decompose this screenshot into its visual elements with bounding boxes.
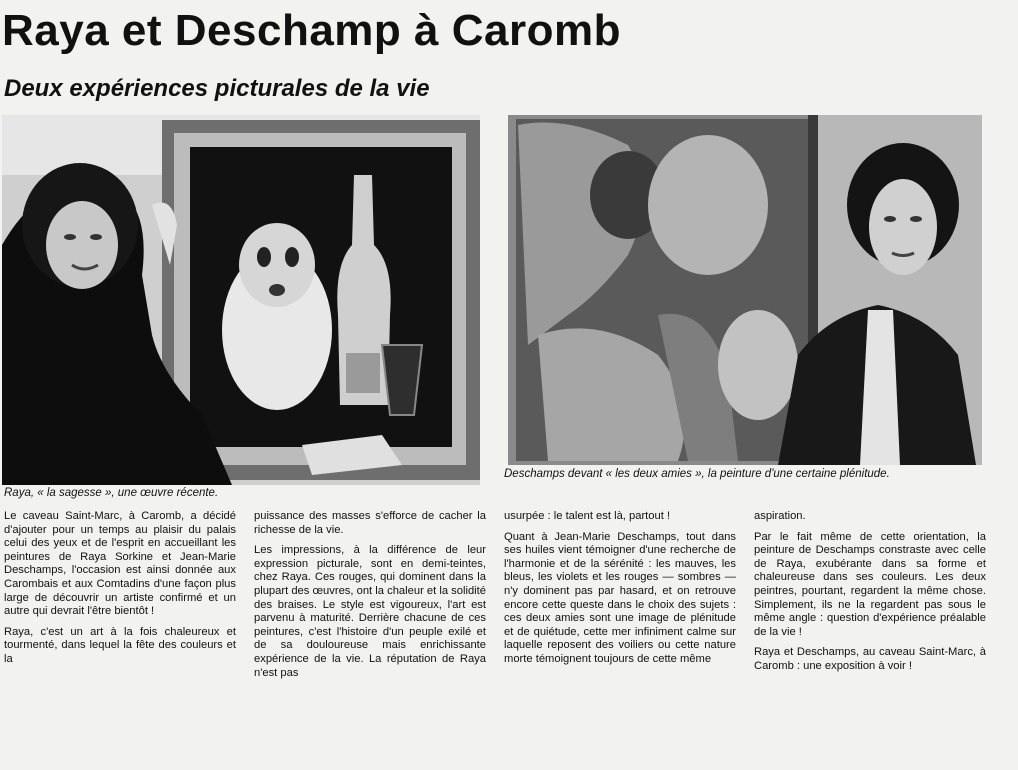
- caption-right: Deschamps devant « les deux amies », la peinture d'une certaine plénitude.: [504, 468, 890, 480]
- caption-left: Raya, « la sagesse », une œuvre récente.: [4, 487, 219, 499]
- article-column-4: [754, 510, 986, 681]
- article-body: [4, 510, 994, 760]
- article-column-2: [254, 510, 486, 687]
- photo-raya-with-painting: [2, 115, 480, 485]
- article-paragraph: Quant à Jean-Marie Deschamps, tout dans ses huiles vient témoigner d'une recherche de l'harmonie et de la sérénité : les mauves, les bleus, les violets et les rouges — sombres — n'y dominent pas par hasard, et on retrouve encore cette queste dans le choix des sujets : ces deux amies sont une image de plénitude et de quiétude, cette mer infiniment calme sur laquelle reposent des voiliers ou cette nature morte témoignent toujours de cette même: [504, 530, 736, 665]
- article-paragraph: Raya et Deschamps, au caveau Saint-Marc, à Caromb : une exposition à voir !: [754, 646, 986, 672]
- headline: Raya et Deschamp à Caromb: [2, 6, 621, 55]
- article-column-1: [4, 510, 236, 674]
- article-paragraph: aspiration.: [754, 510, 806, 522]
- article-paragraph: usurpée : le talent est là, partout !: [504, 510, 671, 522]
- photo-deschamps-with-painting: [508, 115, 982, 465]
- photo-deschamps-illustration: [508, 115, 982, 465]
- article-paragraph: Le caveau Saint-Marc, à Caromb, a décidé d'ajouter pour un temps au plaisir du palais celui des yeux et de l'esprit en accueillant les peintures de Raya Sorkine et Jean-Marie Deschamps, l'occasion est ainsi donnée aux Carombais et aux Comtadins d'une façon plus large de découvrir un artiste confirmé et un autre qui devrait l'être bientôt !: [4, 510, 236, 618]
- article-column-3: [504, 510, 736, 674]
- subheadline: Deux expériences picturales de la vie: [4, 75, 430, 102]
- article-paragraph: Les impressions, à la différence de leur expression picturale, sont en demi-teintes, chez Raya. Ces rouges, qui dominent dans la plupart des œuvres, ont la chaleur et la solidité des braises. Le style est vigoureux, l'art est parvenu à maturité. Derrière chacune de ces peintures, c'est l'histoire d'un peuple exilé et de sa douloureuse mais enrichissante expérience de la vie. La réputation de Raya n'est pas: [254, 544, 486, 679]
- article-paragraph: Par le fait même de cette orientation, la peinture de Deschamps constraste avec celle de Raya, exubérante dans sa forme et chaleureuse dans ses couleurs. Les deux peintres, pourtant, regardent la même chose. Simplement, ils ne la regardent pas sous le même angle : question d'expérience préalable de la vie !: [754, 530, 986, 638]
- article-paragraph: Raya, c'est un art à la fois chaleureux et tourmenté, dans lequel la fête des couleurs et la: [4, 625, 236, 665]
- article-paragraph: puissance des masses s'efforce de cacher la richesse de la vie.: [254, 510, 486, 536]
- photo-raya-illustration: [2, 115, 480, 485]
